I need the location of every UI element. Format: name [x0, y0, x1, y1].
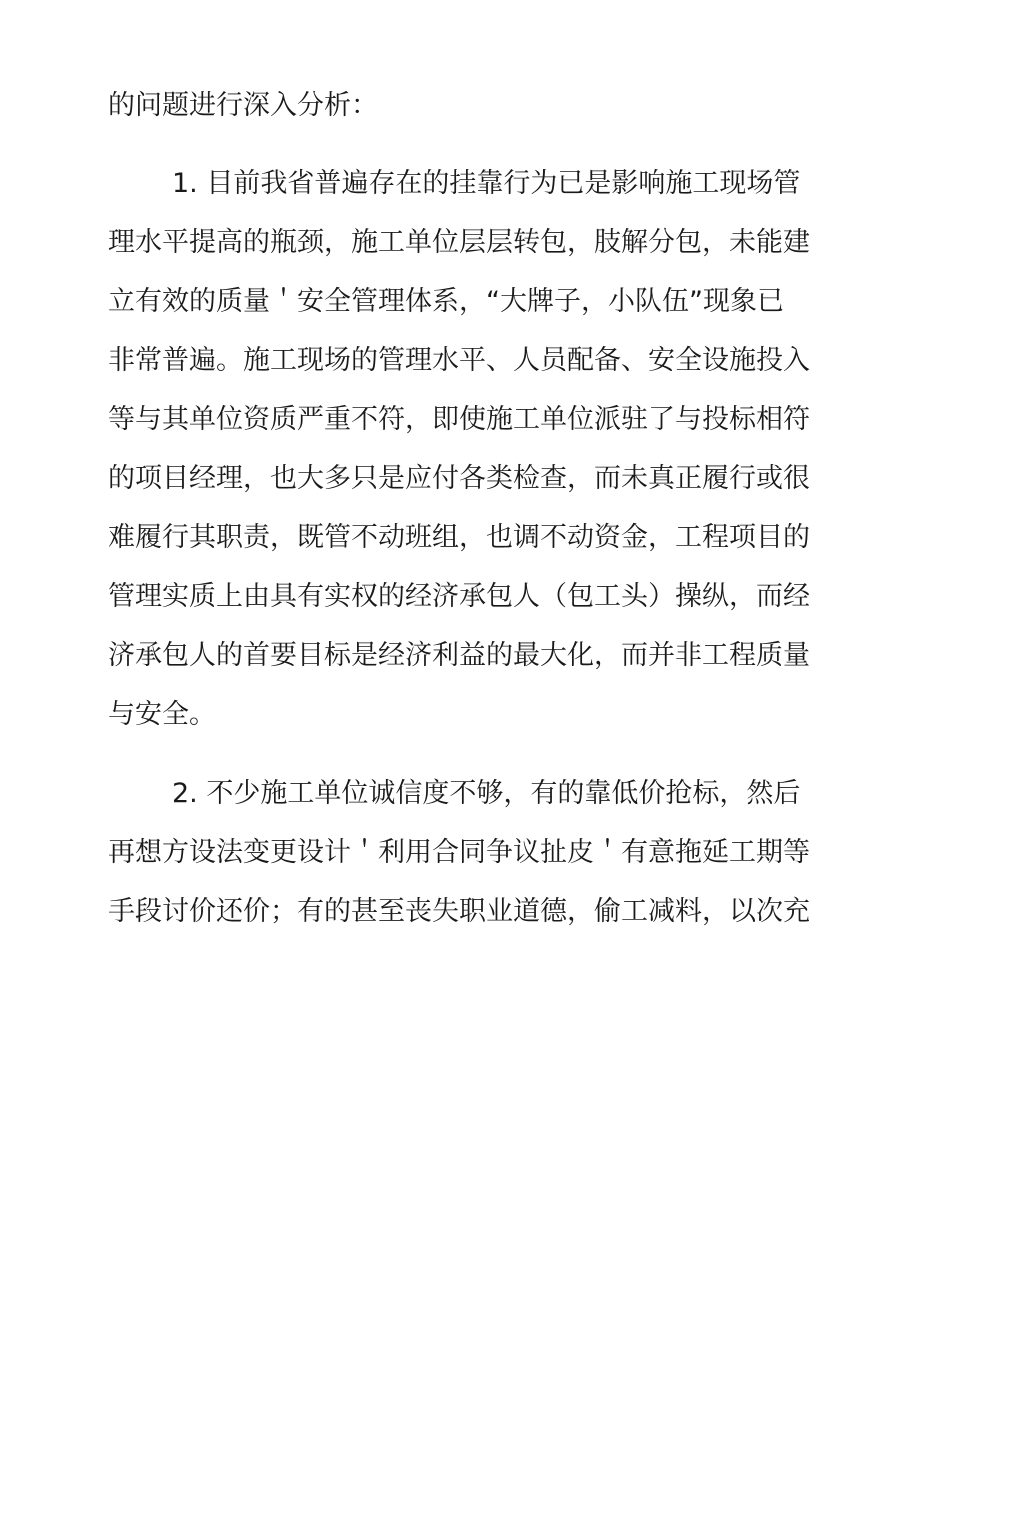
point-2-line-1: 2. 不少施工单位诚信度不够，有的靠低价抢标，然后 [172, 778, 801, 809]
point-1-line-8: 管理实质上由具有实权的经济承包人（包工头）操纵，而经 [108, 581, 810, 612]
intro-line: 的问题进行深入分析： [108, 90, 378, 121]
point-2-line-3: 手段讨价还价；有的甚至丧失职业道德，偷工减料，以次充 [108, 896, 810, 927]
point-1-line-9: 济承包人的首要目标是经济利益的最大化，而并非工程质量 [108, 640, 810, 671]
point-1-line-7: 难履行其职责，既管不动班组，也调不动资金，工程项目的 [108, 522, 810, 553]
point-1-line-10: 与安全。 [108, 699, 216, 730]
point-1-line-1: 1. 目前我省普遍存在的挂靠行为已是影响施工现场管 [172, 168, 801, 199]
point-2-line-2: 再想方设法变更设计＇利用合同争议扯皮＇有意拖延工期等 [108, 837, 810, 868]
point-1-line-4: 非常普遍。施工现场的管理水平、人员配备、安全设施投入 [108, 345, 810, 376]
point-1-line-5: 等与其单位资质严重不符，即使施工单位派驻了与投标相符 [108, 404, 810, 435]
point-1-line-6: 的项目经理，也大多只是应付各类检查，而未真正履行或很 [108, 463, 810, 494]
point-1-line-3: 立有效的质量＇安全管理体系，“大牌子，小队伍”现象已 [108, 286, 784, 317]
point-1-line-2: 理水平提高的瓶颈，施工单位层层转包，肢解分包，未能建 [108, 227, 810, 258]
